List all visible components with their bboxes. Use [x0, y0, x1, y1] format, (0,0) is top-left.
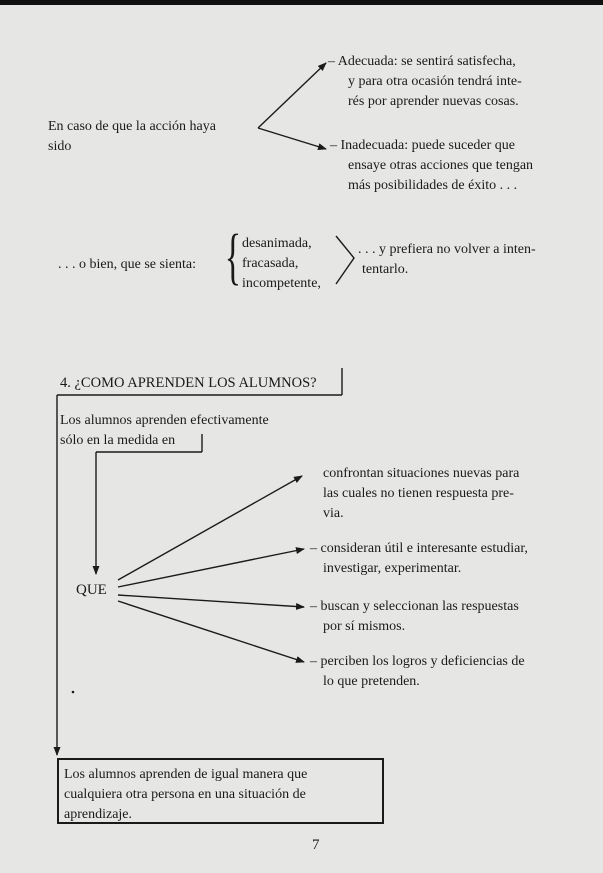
- outcome-lead-line-1: En caso de que la acción haya: [48, 119, 216, 134]
- conclusion-line-3: aprendizaje.: [64, 807, 133, 822]
- option-fracasada: fracasada,: [242, 256, 299, 271]
- ink-dot: [72, 691, 75, 694]
- item-3-line-2: por sí mismos.: [323, 619, 406, 634]
- adecuada-line-1: – Adecuada: se sentirá satisfecha,: [328, 54, 516, 69]
- item-2-line-1: – consideran útil e interesante estudiar,: [310, 541, 528, 556]
- conclusion-line-2: cualquiera otra persona en una situación de: [64, 787, 306, 802]
- inadecuada-line-2: ensaye otras acciones que tengan: [348, 158, 534, 173]
- item-1-line-3: via.: [323, 506, 344, 521]
- arrow-to-item-2: [118, 549, 304, 587]
- item-4-line-2: lo que pretenden.: [323, 674, 420, 689]
- section-heading: 4. ¿COMO APRENDEN LOS ALUMNOS?: [60, 375, 317, 391]
- feeling-lead: . . . o bien, que se sienta:: [58, 257, 197, 272]
- item-1-line-1: confrontan situaciones nuevas para: [323, 466, 520, 481]
- inadecuada-line-3: más posibilidades de éxito . . .: [348, 178, 518, 193]
- arrow-to-item-1: [118, 476, 302, 580]
- que-label: QUE: [76, 582, 107, 598]
- item-1-line-2: las cuales no tienen respuesta pre-: [323, 486, 514, 501]
- arrow-to-item-4: [118, 601, 304, 662]
- arrow-to-inadecuada: [258, 128, 326, 149]
- adecuada-line-2: y para otra ocasión tendrá inte-: [348, 74, 522, 89]
- arrow-to-adecuada: [258, 63, 326, 128]
- result-line-2: tentarlo.: [362, 262, 409, 277]
- option-incompetente: incompetente,: [242, 276, 321, 291]
- page-number: 7: [312, 837, 320, 853]
- adecuada-line-3: rés por aprender nuevas cosas.: [348, 94, 519, 109]
- left-brace-icon: {: [224, 223, 242, 291]
- right-angle-bracket: [336, 236, 354, 284]
- item-3-line-1: – buscan y seleccionan las respuestas: [310, 599, 519, 614]
- result-line-1: . . . y prefiera no volver a inten-: [358, 242, 536, 257]
- item-4-line-1: – perciben los logros y deficiencias de: [310, 654, 525, 669]
- outcome-lead-line-2: sido: [48, 139, 72, 154]
- arrow-to-item-3: [118, 595, 304, 607]
- conclusion-line-1: Los alumnos aprenden de igual manera que: [64, 767, 308, 782]
- option-desanimada: desanimada,: [242, 236, 312, 251]
- item-2-line-2: investigar, experimentar.: [323, 561, 462, 576]
- intro-line-1: Los alumnos aprenden efectivamente: [60, 413, 269, 428]
- intro-line-2: sólo en la medida en: [60, 433, 176, 448]
- inadecuada-line-1: – Inadecuada: puede suceder que: [330, 138, 516, 153]
